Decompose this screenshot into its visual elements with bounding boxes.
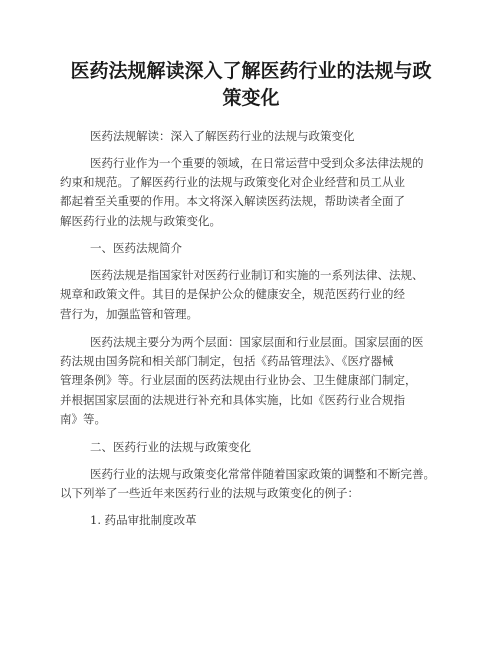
- section-2-heading: 二、医药行业的法规与政策变化: [90, 440, 251, 454]
- paragraph-3-line-5: 南》等。: [60, 412, 106, 426]
- paragraph-4-line-1: 医药行业的法规与政策变化常常伴随着国家政策的调整和不断完善。: [90, 467, 435, 481]
- paragraph-3-line-2: 药法规由国务院和相关部门制定，包括《药品管理法》、《医疗器械: [60, 354, 394, 368]
- document-title-line-1: 医药法规解读深入了解医药行业的法规与政: [70, 60, 432, 82]
- paragraph-2-line-3: 营行为，加强监管和管理。: [60, 307, 198, 321]
- paragraph-2-line-2: 规章和政策文件。其目的是保护公众的健康安全，规范医药行业的经: [60, 287, 405, 301]
- document-title-line-2: 策变化: [222, 87, 280, 109]
- paragraph-1-line-4: 解医药行业的法规与政策变化。: [60, 214, 221, 228]
- paragraph-1-line-2: 约束和规范。了解医药行业的法规与政策变化对企业经营和员工从业: [60, 175, 405, 189]
- list-item-1: 1. 药品审批制度改革: [90, 513, 197, 527]
- paragraph-1-line-3: 都起着至关重要的作用。本文将深入解读医药法规，帮助读者全面了: [60, 194, 405, 208]
- paragraph-1-line-1: 医药行业作为一个重要的领域，在日常运营中受到众多法律法规的: [90, 156, 424, 170]
- section-1-heading: 一、医药法规简介: [90, 241, 182, 255]
- paragraph-2-line-1: 医药法规是指国家针对医药行业制订和实施的一系列法律、法规、: [90, 268, 424, 282]
- paragraph-3-line-1: 医药法规主要分为两个层面：国家层面和行业层面。国家层面的医: [90, 335, 424, 349]
- document-subtitle: 医药法规解读：深入了解医药行业的法规与政策变化: [90, 129, 355, 143]
- paragraph-3-line-3: 管理条例》等。行业层面的医药法规由行业协会、卫生健康部门制定，: [60, 373, 417, 387]
- paragraph-4-line-2: 以下列举了一些近年来医药行业的法规与政策变化的例子：: [60, 486, 359, 500]
- paragraph-3-line-4: 并根据国家层面的法规进行补充和具体实施，比如《医药行业合规指: [60, 393, 405, 407]
